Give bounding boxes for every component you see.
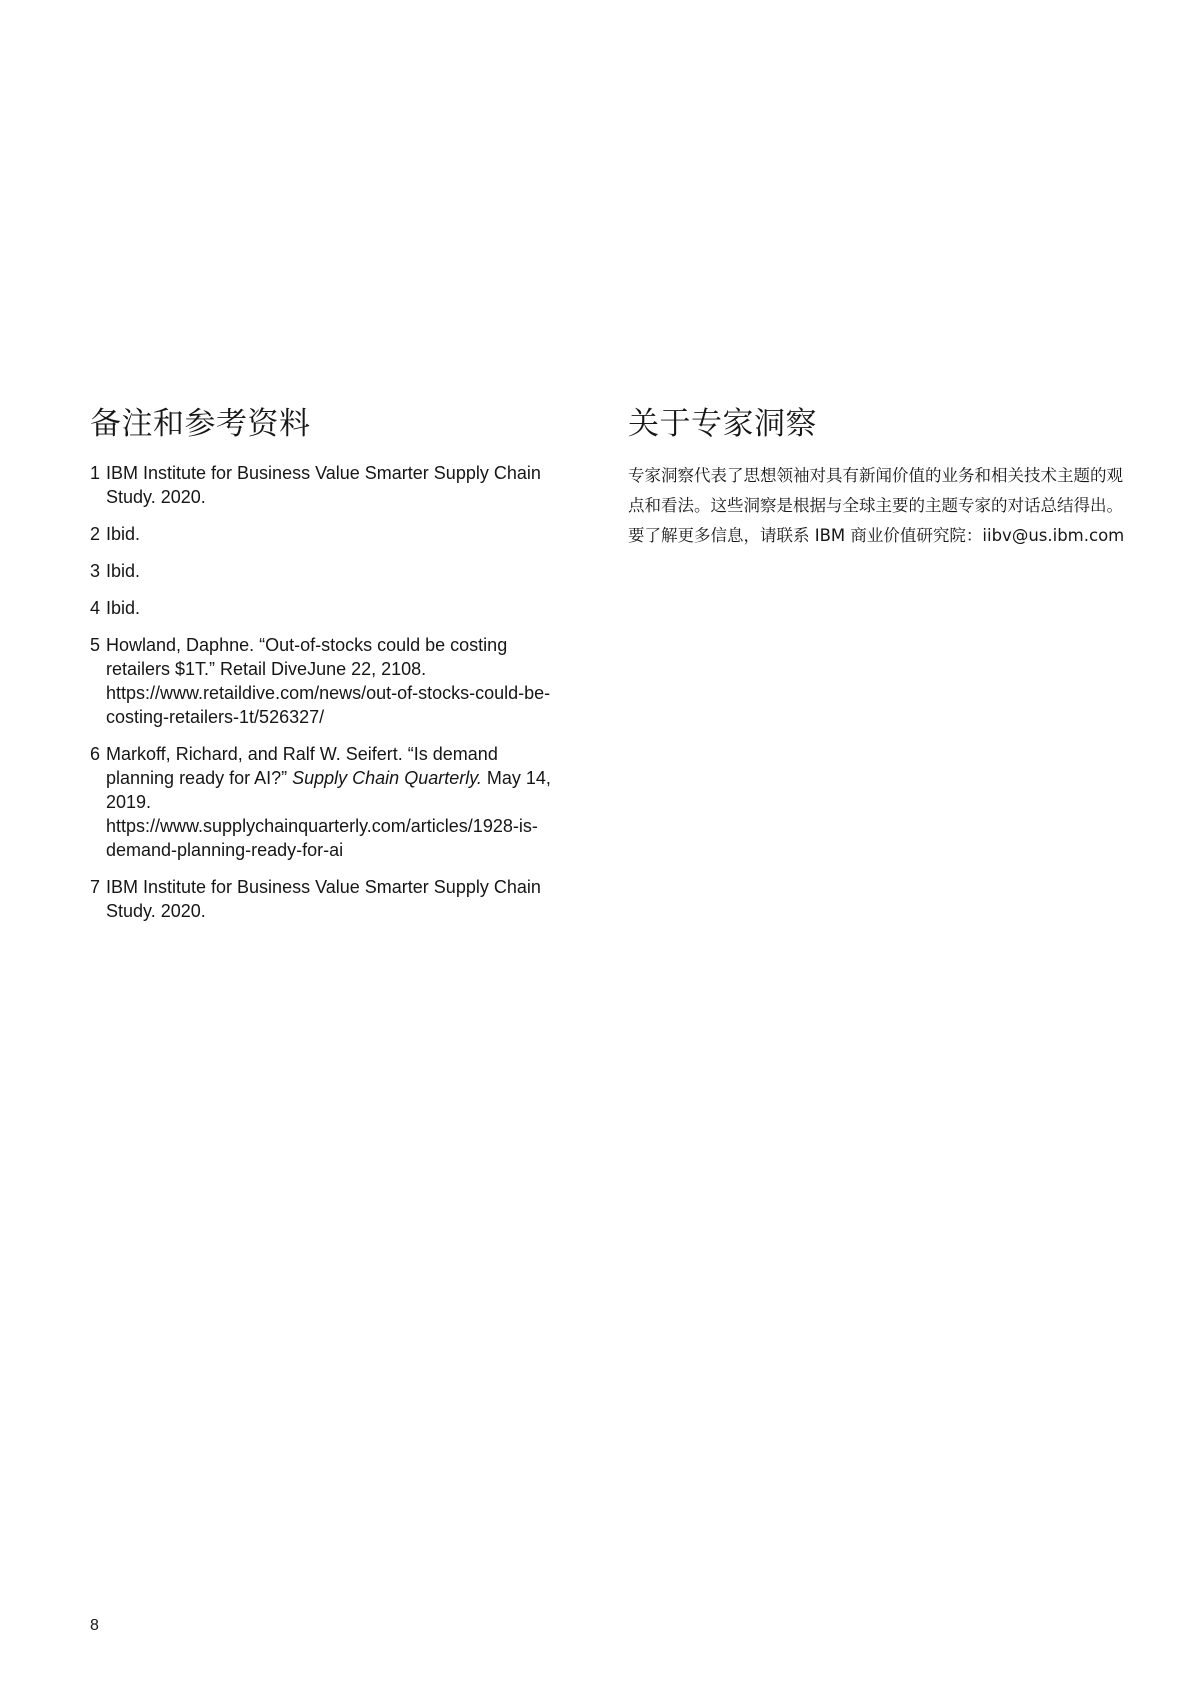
note-text-part: Markoff, Richard, and Ralf W. Seifert. “Is demand planning ready for AI?” (106, 744, 498, 788)
notes-title: 备注和参考资料 (90, 406, 311, 442)
note-item (90, 461, 560, 509)
journal-title: Supply Chain Quarterly. (292, 768, 482, 788)
note-text-part: May 14, 2019. https://www.supplychainquarterly.com/articles/1928-is-demand-planning-ready-for-ai (106, 768, 551, 860)
note-number: 2 (90, 524, 101, 544)
note-text (106, 742, 560, 862)
about-title: 关于专家洞察 (628, 406, 817, 442)
about-body: 专家洞察代表了思想领袖对具有新闻价值的业务和相关技术主题的观点和看法。这些洞察是根据与全球主要的主题专家的对话总结得出。要了解更多信息，请联系 IBM 商业价值研究院：iibv@us.ibm.com (628, 466, 1125, 545)
page-number: 8 (90, 1617, 99, 1634)
note-number: 6 (90, 744, 101, 764)
note-item (90, 559, 560, 583)
note-item (90, 875, 560, 923)
note-text: Howland, Daphne. “Out-of-stocks could be costing retailers $1T.” Retail DiveJune 22, 2108. https://www.retaildive.com/news/out-of-stocks-could-be-costing-retailers-1t/526327/ (106, 635, 551, 727)
note-item (90, 742, 560, 862)
note-item (90, 522, 560, 546)
note-number: 5 (90, 635, 101, 655)
note-text: IBM Institute for Business Value Smarter Supply Chain Study. 2020. (106, 463, 541, 507)
note-number: 7 (90, 877, 101, 897)
note-text: Ibid. (106, 598, 141, 618)
notes-section (90, 402, 560, 936)
note-number: 1 (90, 463, 101, 483)
note-text: Ibid. (106, 524, 141, 544)
about-section (628, 402, 1128, 551)
note-text: IBM Institute for Business Value Smarter Supply Chain Study. 2020. (106, 877, 541, 921)
note-number: 3 (90, 561, 101, 581)
note-text: Ibid. (106, 561, 141, 581)
note-number: 4 (90, 598, 101, 618)
note-item (90, 596, 560, 620)
note-item (90, 633, 560, 729)
